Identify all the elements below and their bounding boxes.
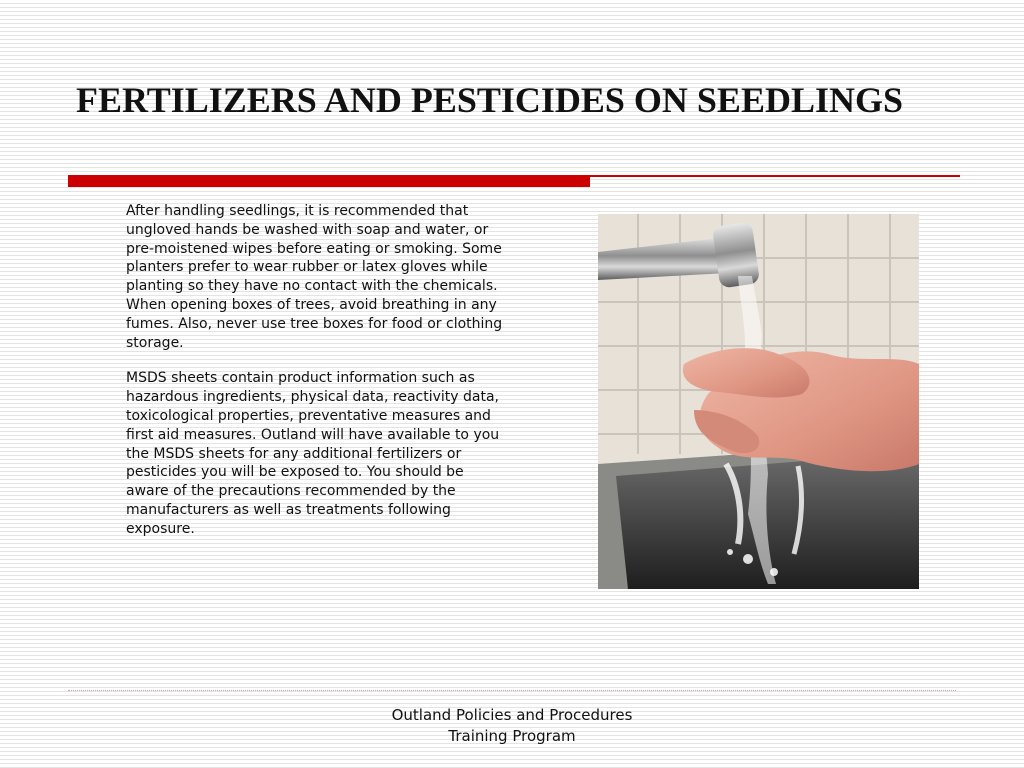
footer <box>352 705 672 747</box>
title-underline-thick <box>68 175 590 187</box>
paragraph-msds: MSDS sheets contain product information such as hazardous ingredients, physical data, reactivity data, toxicological properties, preventative measures and first aid measures. Outland will have available to you the MSDS sheets for any additional fertilizers or pesticides you will be exposed to. You should be aware of the precautions recommended by the manufacturers as well as treatments following exposure. <box>126 370 500 537</box>
footer-rule <box>68 690 956 691</box>
body-text <box>126 202 506 556</box>
footer-line-2: Training Program <box>448 727 576 745</box>
footer-line-1: Outland Policies and Procedures <box>391 706 633 724</box>
slide-title: FERTILIZERS AND PESTICIDES ON SEEDLINGS <box>76 80 903 120</box>
title-underline-thin <box>590 175 960 177</box>
paragraph-hand-washing: After handling seedlings, it is recommended that ungloved hands be washed with soap and water, or pre-moistened wipes before eating or smoking. Some planters prefer to wear rubber or latex gloves while planting so they have no contact with the chemicals. When opening boxes of trees, avoid breathing in any fumes. Also, never use tree boxes for food or clothing storage. <box>126 203 503 351</box>
hands-washing-photo <box>598 214 919 589</box>
